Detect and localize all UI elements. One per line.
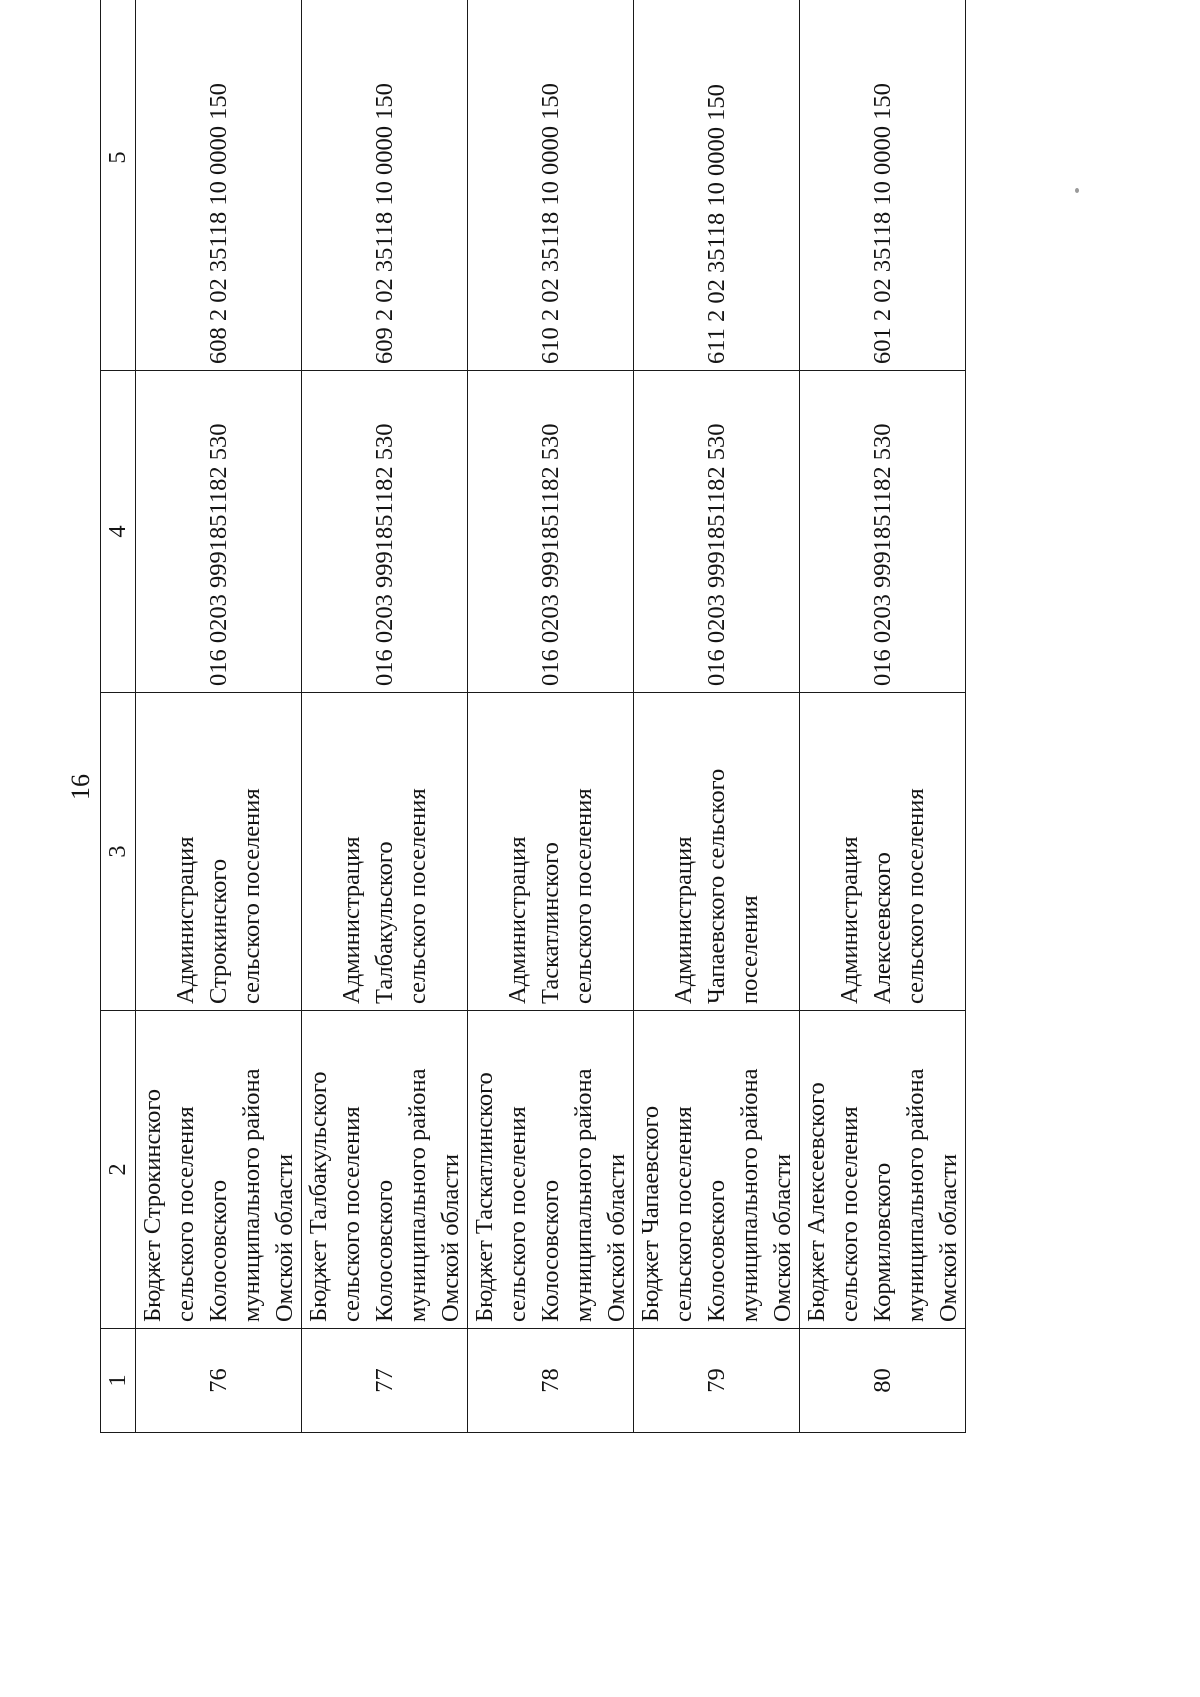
- expense-code-cell: 016 0203 9991851182 530: [634, 371, 800, 693]
- administrator-line: Таскатлинского: [537, 842, 564, 1004]
- budget-name-cell: [800, 1011, 966, 1329]
- budget-name-cell: [136, 1011, 302, 1329]
- administrator-cell: [800, 693, 966, 1011]
- scan-speck: [1075, 188, 1079, 193]
- administrator-line: Талбакульского: [371, 841, 398, 1004]
- column-number-header: 4: [101, 371, 136, 693]
- administrator-line: сельского поселения: [570, 788, 597, 1004]
- administrator-cell: [302, 693, 468, 1011]
- budget-name-line: сельского поселения: [338, 1106, 365, 1322]
- budget-name-line: сельского поселения: [504, 1106, 531, 1322]
- table-header-row: [101, 0, 136, 1433]
- revenue-code-cell: 611 2 02 35118 10 0000 150: [634, 0, 800, 371]
- administrator-line: Администрация: [670, 836, 697, 1004]
- administrator-line: Администрация: [338, 836, 365, 1004]
- budget-table-rotated: [100, 0, 966, 1433]
- budget-name-line: муниципального района: [238, 1068, 265, 1322]
- administrator-cell: [136, 693, 302, 1011]
- budget-name-line: сельского поселения: [670, 1106, 697, 1322]
- budget-name-line: Омской области: [437, 1153, 464, 1322]
- budget-name-line: сельского поселения: [836, 1106, 863, 1322]
- administrator-line: сельского поселения: [238, 788, 265, 1004]
- budget-name-line: муниципального района: [902, 1068, 929, 1322]
- budget-name-line: Колосовского: [537, 1179, 564, 1322]
- table-row: [302, 0, 468, 1433]
- budget-name-line: Колосовского: [703, 1179, 730, 1322]
- budget-name-cell: [634, 1011, 800, 1329]
- administrator-line: поселения: [736, 895, 763, 1004]
- administrator-cell: [468, 693, 634, 1011]
- budget-name-line: Бюджет Таскатлинского: [471, 1072, 498, 1322]
- budget-name-line: Омской области: [935, 1153, 962, 1322]
- expense-code-cell: 016 0203 9991851182 530: [302, 371, 468, 693]
- revenue-code-cell: 601 2 02 35118 10 0000 150: [800, 0, 966, 371]
- budget-name-line: Бюджет Алексеевского: [803, 1082, 830, 1322]
- column-number-header: 3: [101, 693, 136, 1011]
- budget-name-line: Омской области: [271, 1153, 298, 1322]
- row-number: 78: [468, 1329, 634, 1433]
- expense-code-cell: 016 0203 9991851182 530: [800, 371, 966, 693]
- budget-name-cell: [468, 1011, 634, 1329]
- column-number-header: 5: [101, 0, 136, 371]
- budget-name-line: Омской области: [769, 1153, 796, 1322]
- administrator-line: Администрация: [172, 836, 199, 1004]
- budget-name-line: сельского поселения: [172, 1106, 199, 1322]
- expense-code-cell: 016 0203 9991851182 530: [468, 371, 634, 693]
- budget-name-line: Омской области: [603, 1153, 630, 1322]
- row-number: 79: [634, 1329, 800, 1433]
- table-row: [800, 0, 966, 1433]
- table-row: [634, 0, 800, 1433]
- row-number: 80: [800, 1329, 966, 1433]
- column-number-header: 1: [101, 1329, 136, 1433]
- table-row: [136, 0, 302, 1433]
- table-row: [468, 0, 634, 1433]
- administrator-line: Алексеевского: [869, 852, 896, 1004]
- budget-name-line: Колосовского: [205, 1179, 232, 1322]
- expense-code-cell: 016 0203 9991851182 530: [136, 371, 302, 693]
- budget-name-line: муниципального района: [404, 1068, 431, 1322]
- revenue-code-cell: 609 2 02 35118 10 0000 150: [302, 0, 468, 371]
- administrator-line: сельского поселения: [902, 788, 929, 1004]
- administrator-line: сельского поселения: [404, 788, 431, 1004]
- row-number: 76: [136, 1329, 302, 1433]
- budget-name-line: Колосовского: [371, 1179, 398, 1322]
- administrator-cell: [634, 693, 800, 1011]
- budget-name-line: Бюджет Чапаевского: [637, 1105, 664, 1322]
- budget-name-line: муниципального района: [570, 1068, 597, 1322]
- row-number: 77: [302, 1329, 468, 1433]
- revenue-code-cell: 610 2 02 35118 10 0000 150: [468, 0, 634, 371]
- budget-name-cell: [302, 1011, 468, 1329]
- administrator-line: Строкинского: [205, 858, 232, 1004]
- administrator-line: Администрация: [836, 836, 863, 1004]
- page-number: 16: [66, 774, 95, 800]
- budget-name-line: Кормиловского: [869, 1162, 896, 1322]
- budget-name-line: муниципального района: [736, 1068, 763, 1322]
- revenue-code-cell: 608 2 02 35118 10 0000 150: [136, 0, 302, 371]
- column-number-header: 2: [101, 1011, 136, 1329]
- budget-name-line: Бюджет Талбакульского: [305, 1071, 332, 1322]
- administrator-line: Чапаевского сельского: [703, 768, 730, 1004]
- budget-name-line: Бюджет Строкинского: [139, 1088, 166, 1322]
- administrator-line: Администрация: [504, 836, 531, 1004]
- budget-table: [100, 0, 966, 1433]
